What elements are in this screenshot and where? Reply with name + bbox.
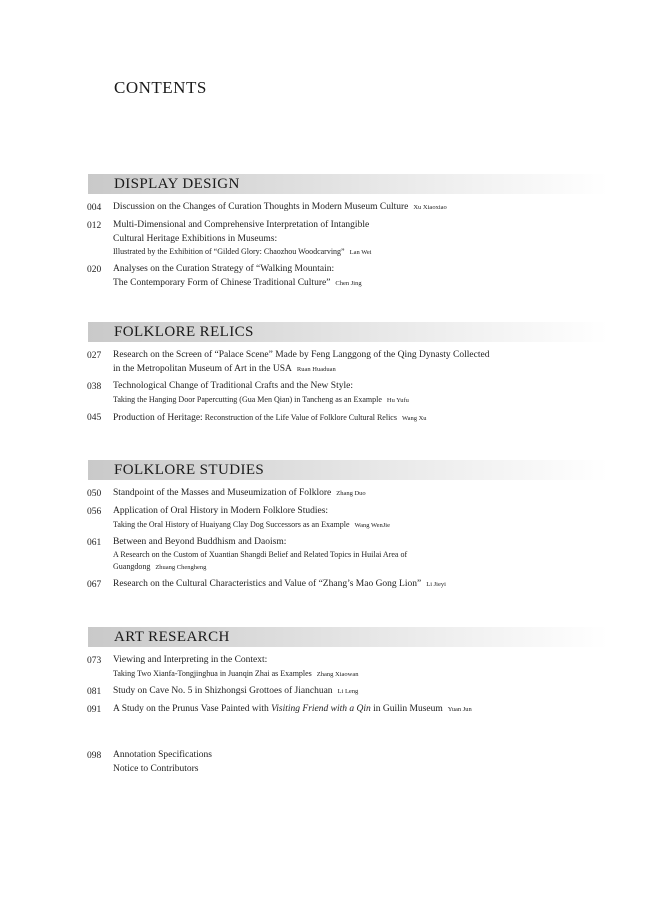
- toc-entry: [87, 380, 608, 407]
- entry-line: [113, 380, 608, 394]
- author-name: Yuan Jun: [447, 705, 472, 713]
- line-text: in the Metropolitan Museum of Art in the USA: [113, 363, 292, 374]
- entry-line: [113, 578, 608, 592]
- author-name: Lan Wei: [349, 249, 372, 256]
- entry-line: [113, 219, 608, 233]
- line-text: Notice to Contributors: [113, 763, 199, 774]
- line-text: Viewing and Interpreting in the Context:: [113, 655, 268, 665]
- entry-line: [113, 363, 608, 377]
- author-name: Ruan Huaduan: [296, 365, 336, 373]
- page-number: 091: [87, 704, 102, 715]
- page-number: 027: [87, 351, 102, 361]
- toc-entry: [87, 349, 608, 376]
- entry-line: [113, 487, 608, 501]
- line-text: Research on the Screen of “Palace Scene” Made by Feng Langgong of the Qing Dynasty Collected: [113, 350, 490, 360]
- entry-title: [113, 654, 608, 681]
- entry-title: [113, 201, 608, 215]
- line-text-after: in Guilin Museum: [370, 703, 443, 714]
- line-text: Multi-Dimensional and Comprehensive Interpretation of Intangible: [113, 220, 370, 230]
- entry-title: [113, 749, 608, 776]
- toc-entries: [87, 654, 608, 717]
- author-name: Wang WenJie: [354, 521, 390, 529]
- entry-title: [113, 703, 608, 717]
- entry-line: [113, 349, 608, 363]
- entry-line: [113, 536, 608, 550]
- page-number: 012: [87, 221, 102, 231]
- toc-entries: [87, 749, 608, 776]
- entry-line: [113, 654, 608, 668]
- author-name: Xu Xiaoxiao: [413, 204, 447, 211]
- section-folklore-relics: [88, 322, 608, 429]
- line-text: Application of Oral History in Modern Folklore Studies:: [113, 506, 329, 516]
- line-text: A Study on the Prunus Vase Painted with: [113, 703, 272, 714]
- line-text: Discussion on the Changes of Curation Thoughts in Modern Museum Culture: [113, 202, 409, 212]
- toc-entry: [87, 487, 608, 501]
- entry-line: [113, 549, 608, 561]
- entry-title: [113, 219, 608, 259]
- entry-line: [113, 763, 608, 777]
- toc-entry: [87, 263, 608, 290]
- italic-title: Visiting Friend with a Qin: [271, 703, 371, 714]
- page-number: 020: [87, 265, 102, 275]
- entry-line: [113, 749, 608, 763]
- entry-line: [113, 519, 608, 532]
- page-number: 045: [87, 412, 102, 423]
- line-text: Standpoint of the Masses and Museumization of Folklore: [113, 488, 332, 498]
- toc-entry: [87, 219, 608, 259]
- author-name: Hu Yufu: [386, 396, 409, 404]
- toc-entries: [87, 487, 608, 592]
- page-number: 004: [87, 203, 102, 213]
- entry-title: [113, 411, 608, 426]
- entry-line: [113, 277, 608, 291]
- entry-line: [113, 411, 608, 426]
- entry-title: [113, 487, 608, 501]
- entry-title: [113, 685, 608, 699]
- section-heading: DISPLAY DESIGN: [88, 174, 608, 194]
- line-text: Between and Beyond Buddhism and Daoism:: [113, 536, 287, 547]
- entry-title: [113, 349, 608, 376]
- toc-entry: [87, 411, 608, 426]
- toc-entry: [87, 536, 608, 575]
- section-heading: FOLKLORE RELICS: [88, 322, 608, 342]
- section-heading: ART RESEARCH: [88, 627, 608, 647]
- page-number: 081: [87, 686, 102, 697]
- section-display-design: [88, 174, 608, 294]
- entry-line: [113, 201, 608, 215]
- page-number: 056: [87, 507, 102, 517]
- section-heading: FOLKLORE STUDIES: [88, 460, 608, 480]
- toc-entry: [87, 578, 608, 592]
- entry-line: [113, 685, 608, 699]
- toc-entry: [87, 749, 608, 776]
- line-text: Illustrated by the Exhibition of “Gilded Glory: Chaozhou Woodcarving”: [113, 247, 345, 256]
- page-number: 073: [87, 656, 102, 666]
- entry-title: [113, 578, 608, 592]
- page-number: 038: [87, 382, 102, 392]
- entry-line: [113, 505, 608, 519]
- line-text: A Research on the Custom of Xuantian Shangdi Belief and Related Topics in Huilai Area of: [113, 550, 408, 559]
- line-text: Taking the Hanging Door Papercutting (Gua Men Qian) in Tancheng as an Example: [113, 394, 382, 404]
- page-number: 050: [87, 489, 102, 499]
- author-name: Zhang Duo: [336, 490, 366, 497]
- line-text: Study on Cave No. 5 in Shizhongsi Grottoes of Jianchuan: [113, 685, 333, 696]
- section-folklore-studies: [88, 460, 608, 596]
- section-art-research: [88, 627, 608, 721]
- line-text: Technological Change of Traditional Crafts and the New Style:: [113, 381, 353, 391]
- page-title: CONTENTS: [114, 78, 207, 97]
- line-text: Taking Two Xianfa-Tongjinghua in Juanqin Zhai as Examples: [113, 668, 312, 678]
- toc-entry: [87, 505, 608, 532]
- entry-line: [113, 668, 608, 681]
- line-subtitle: Reconstruction of the Life Value of Folklore Cultural Relics: [202, 412, 397, 422]
- toc-entry: [87, 654, 608, 681]
- page-number: 098: [87, 751, 102, 761]
- toc-entry: [87, 703, 608, 717]
- line-text: Research on the Cultural Characteristics and Value of “Zhang’s Mao Gong Lion”: [113, 579, 422, 589]
- entry-title: [113, 505, 608, 532]
- line-text: The Contemporary Form of Chinese Traditional Culture”: [113, 277, 331, 288]
- entry-line: [113, 233, 608, 247]
- entry-line: [113, 561, 608, 574]
- line-text: Taking the Oral History of Huaiyang Clay Dog Successors as an Example: [113, 519, 350, 529]
- line-text: Analyses on the Curation Strategy of “Walking Mountain:: [113, 264, 335, 274]
- page-number: 067: [87, 580, 102, 590]
- page-number: 061: [87, 537, 102, 548]
- author-name: Li Leng: [337, 687, 359, 695]
- entry-line: [113, 394, 608, 407]
- author-name: Wang Xu: [401, 414, 427, 422]
- author-name: Zhuang Chengheng: [155, 564, 207, 571]
- line-text: Guangdong: [113, 562, 151, 571]
- line-text: Cultural Heritage Exhibitions in Museums:: [113, 233, 278, 244]
- section-back-matter: [88, 749, 608, 780]
- entry-line: [113, 263, 608, 277]
- author-name: Li Jieyi: [426, 581, 446, 588]
- entry-line: [113, 246, 608, 259]
- line-text: Production of Heritage:: [113, 412, 203, 423]
- entry-title: [113, 380, 608, 407]
- toc-entry: [87, 685, 608, 699]
- author-name: Zhang Xiaowan: [316, 670, 359, 678]
- toc-entry: [87, 201, 608, 215]
- entry-title: [113, 536, 608, 575]
- toc-entries: [87, 349, 608, 425]
- entry-title: [113, 263, 608, 290]
- entry-line: [113, 703, 608, 717]
- toc-entries: [87, 201, 608, 290]
- author-name: Chen Jing: [335, 279, 362, 287]
- line-text: Annotation Specifications: [113, 750, 212, 760]
